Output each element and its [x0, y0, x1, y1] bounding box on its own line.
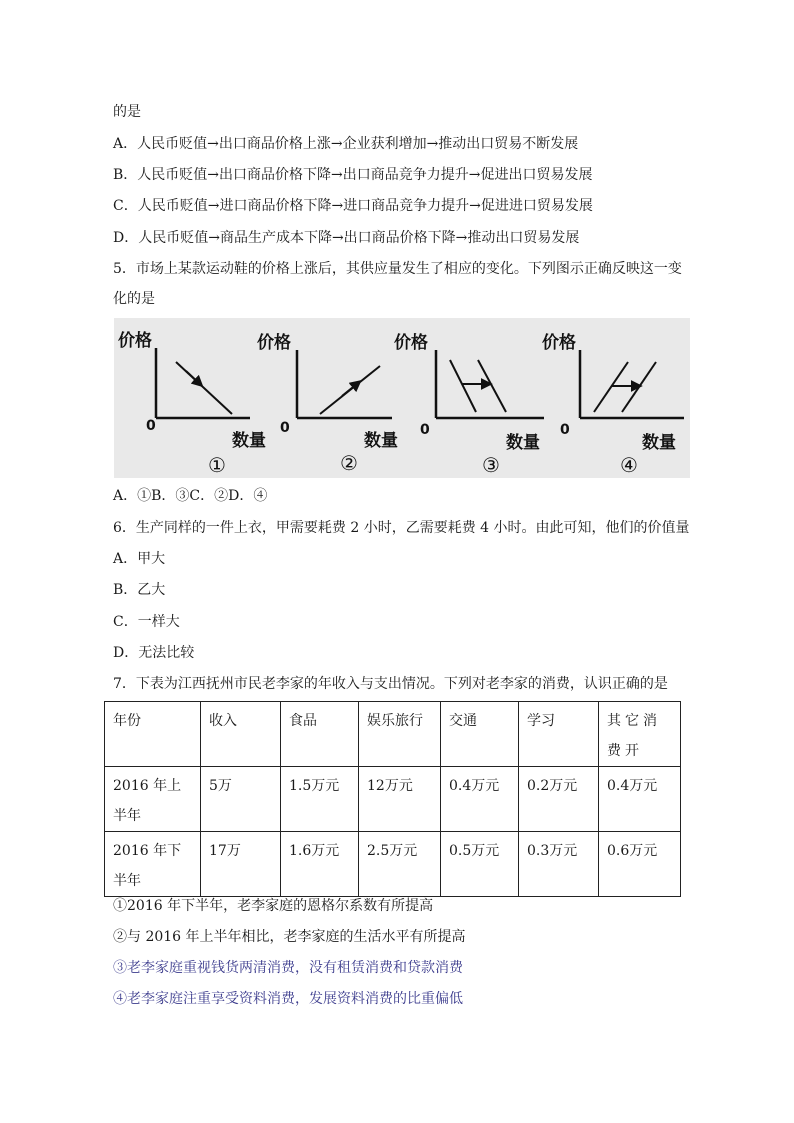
graph-2-origin: 0	[280, 420, 290, 436]
table-header-cell: 学习	[519, 702, 599, 767]
graph-panel-4	[542, 332, 684, 477]
q5-stem-tail: 化的是	[113, 291, 155, 307]
q7-statement-1: ①2016 年下半年，老李家庭的恩格尔系数有所提高	[113, 898, 434, 914]
table-cell: 0.6万元	[599, 832, 681, 897]
graph-2-x-label: 数量	[364, 431, 398, 451]
table-cell: 12万元	[359, 767, 441, 832]
graph-1-origin: 0	[146, 418, 156, 434]
graph-2-y-label: 价格	[257, 333, 291, 353]
q7-stem: 7．下表为江西抚州市民老李家的年收入与支出情况。下列对老李家的消费，认识正确的是	[113, 676, 668, 692]
table-cell: 0.4万元	[441, 767, 519, 832]
table-cell: 2016 年上半年	[105, 767, 201, 832]
q4-option-a: A．人民币贬值→出口商品价格上涨→企业获利增加→推动出口贸易不断发展	[113, 136, 579, 152]
graph-3-supply-line-1	[450, 360, 476, 412]
q7-statement-4: ④老李家庭注重享受资料消费，发展资料消费的比重偏低	[113, 991, 463, 1007]
table-cell: 1.5万元	[281, 767, 359, 832]
graph-1-arrow	[186, 371, 200, 384]
table-row	[105, 767, 681, 832]
graph-4-y-label: 价格	[542, 333, 576, 353]
table-header-cell: 娱乐旅行	[359, 702, 441, 767]
graph-2-number: ②	[340, 451, 358, 475]
graph-4-x-label: 数量	[642, 433, 676, 453]
table-cell: 17万	[201, 832, 281, 897]
table-cell: 2.5万元	[359, 832, 441, 897]
q6-option-d: D．无法比较	[113, 645, 195, 661]
table-header-cell: 年份	[105, 702, 201, 767]
table-header-row	[105, 702, 681, 767]
q4-option-b: B．人民币贬值→出口商品价格下降→出口商品竞争力提升→促进出口贸易发展	[113, 167, 593, 183]
table-cell: 0.2万元	[519, 767, 599, 832]
q4-option-c: C．人民币贬值→进口商品价格下降→进口商品竞争力提升→促进进口贸易发展	[113, 198, 593, 214]
graph-panel-2	[257, 332, 398, 475]
q6-stem: 6．生产同样的一件上衣，甲需要耗费 2 小时，乙需要耗费 4 小时。由此可知，他们的价值量	[113, 520, 690, 536]
table-header-cell: 收入	[201, 702, 281, 767]
q4-option-d: D．人民币贬值→商品生产成本下降→出口商品价格下降→推动出口贸易发展	[113, 230, 580, 246]
q7-statement-3: ③老李家庭重视钱货两清消费，没有租赁消费和贷款消费	[113, 960, 463, 976]
table-row	[105, 832, 681, 897]
table-header-cell: 交通	[441, 702, 519, 767]
graph-1-number: ①	[208, 453, 226, 477]
graph-panel-1	[118, 330, 266, 477]
table-header-cell: 其它消费开	[599, 702, 681, 767]
income-expense-table	[104, 701, 681, 897]
table-cell: 0.4万元	[599, 767, 681, 832]
graph-1-y-label: 价格	[118, 331, 152, 351]
q5-stem: 5．市场上某款运动鞋的价格上涨后，其供应量发生了相应的变化。下列图示正确反映这一变	[113, 261, 682, 277]
graph-1-x-label: 数量	[232, 431, 266, 451]
q6-option-b: B．乙大	[113, 582, 166, 598]
q7-statement-2: ②与 2016 年上半年相比，老李家庭的生活水平有所提高	[113, 929, 466, 945]
table-cell: 5万	[201, 767, 281, 832]
graph-3-x-label: 数量	[506, 433, 540, 453]
graph-3-y-label: 价格	[394, 333, 428, 353]
graph-3-origin: 0	[420, 422, 430, 438]
q4-stem-tail: 的是	[113, 104, 141, 120]
supply-graphs-svg	[114, 318, 690, 478]
table-header-cell: 食品	[281, 702, 359, 767]
table-cell: 2016 年下半年	[105, 832, 201, 897]
q6-option-c: C．一样大	[113, 614, 180, 630]
graph-4-origin: 0	[560, 422, 570, 438]
table-cell: 1.6万元	[281, 832, 359, 897]
table-cell: 0.5万元	[441, 832, 519, 897]
graph-3-number: ③	[482, 453, 500, 477]
graph-3-supply-line-2	[478, 360, 506, 412]
q6-option-a: A．甲大	[113, 551, 166, 567]
graph-panel-3	[394, 332, 544, 477]
supply-graphs-figure	[114, 318, 690, 478]
q5-options: A．①B．③C．②D．④	[113, 488, 268, 504]
graph-4-number: ④	[620, 453, 638, 477]
table-cell: 0.3万元	[519, 832, 599, 897]
graph-2-arrow	[342, 383, 358, 396]
graph-1-supply-line	[176, 362, 232, 414]
